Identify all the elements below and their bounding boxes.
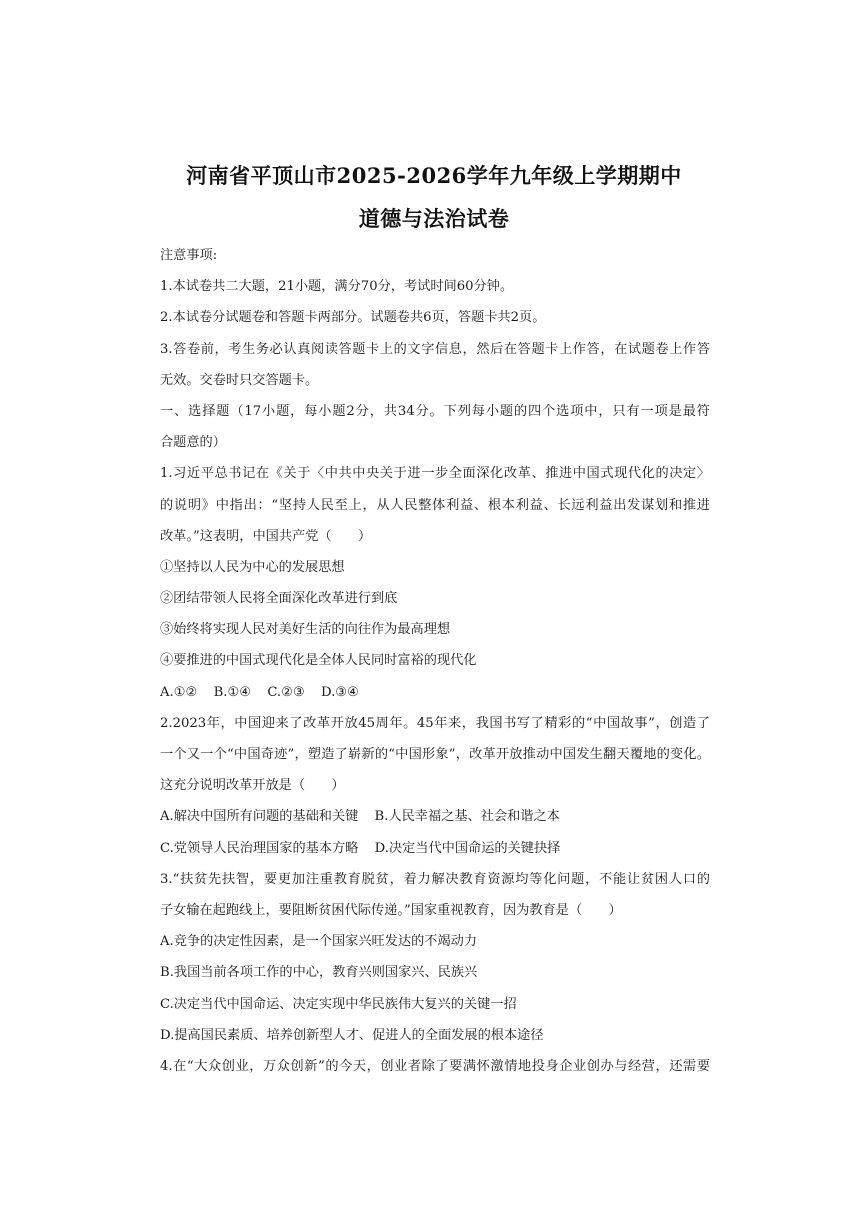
question-2-stem: 这充分说明改革开放是（ ） [160, 778, 345, 794]
section-heading: 一、选择题（17小题，每小题2分，共34分。下列每小题的四个选项中，只有一项是最符 [160, 403, 710, 419]
question-2-options-row [160, 833, 710, 864]
notice-item: 2.本试卷分试题卷和答题卡两部分。试题卷共6页，答题卡共2页。 [160, 310, 546, 326]
option-a[interactable]: A.解决中国所有问题的基础和关键 [160, 809, 359, 825]
exam-title: 河南省平顶山市2025-2026学年九年级上学期期中 [186, 163, 682, 188]
question-2-options-row [160, 801, 710, 832]
section-heading-continuation: 合题意的） [160, 435, 226, 451]
option-c[interactable]: C.决定当代中国命运、决定实现中华民族伟大复兴的关键一招 [160, 996, 517, 1012]
option-a[interactable]: A.竞争的决定性因素，是一个国家兴旺发达的不竭动力 [160, 934, 478, 950]
option-c[interactable]: C.②③ [267, 684, 305, 700]
question-3-stem: 3.“扶贫先扶智，要更加注重教育脱贫，着力解决教育资源均等化问题，不能让贫困人口的 [160, 871, 710, 887]
option-c[interactable]: C.党领导人民治理国家的基本方略 [160, 840, 359, 856]
question-2-stem: 一个又一个“中国奇迹”，塑造了崭新的“中国形象”，改革开放推动中国发生翻天覆地的变化。 [160, 747, 710, 762]
question-1-statement: ④要推进的中国式现代化是全体人民同时富裕的现代化 [160, 653, 477, 669]
question-1-statement: ②团结带领人民将全面深化改革进行到底 [160, 591, 398, 607]
option-d[interactable]: D.③④ [320, 684, 359, 700]
exam-body [160, 240, 710, 1082]
option-d[interactable]: D.提高国民素质、培养创新型人才、促进人的全面发展的根本途径 [160, 1027, 544, 1043]
question-3-stem: 子女输在起跑线上，要阻断贫困代际传递。”国家重视教育，因为教育是（ ） [160, 902, 622, 918]
question-1-stem: 的说明》中指出：“坚持人民至上，从人民整体利益、根本利益、长远利益出发谋划和推进 [160, 497, 710, 513]
option-b[interactable]: B.人民幸福之基、社会和谐之本 [374, 809, 560, 825]
question-1-stem: 改革。”这表明，中国共产党（ ） [160, 528, 372, 544]
exam-subject-title: 道德与法治试卷 [358, 206, 510, 231]
option-d[interactable]: D.决定当代中国命运的关键抉择 [374, 840, 561, 856]
notice-item-continuation: 无效。交卷时只交答题卡。 [160, 372, 319, 388]
question-1-stem: 1.习近平总书记在《关于〈中共中央关于进一步全面深化改革、推进中国式现代化的决定〉 [160, 466, 710, 482]
option-b[interactable]: B.我国当前各项工作的中心，教育兴则国家兴、民族兴 [160, 965, 478, 981]
question-1-statement: ①坚持以人民为中心的发展思想 [160, 559, 345, 575]
question-2-stem: 2.2023年，中国迎来了改革开放45周年。45年来，我国书写了精彩的“中国故事”，创造了 [160, 715, 710, 731]
option-b[interactable]: B.①④ [213, 684, 252, 700]
notice-item: 1.本试卷共二大题，21小题，满分70分，考试时间60分钟。 [160, 279, 514, 295]
option-a[interactable]: A.①② [160, 684, 198, 700]
question-1-statement: ③始终将实现人民对美好生活的向往作为最高理想 [160, 622, 451, 638]
question-4-stem: 4.在“大众创业，万众创新”的今天，创业者除了要满怀激情地投身企业创办与经营，还需要 [160, 1058, 710, 1074]
notice-heading: 注意事项: [160, 248, 218, 263]
question-1-options [160, 677, 710, 708]
notice-item: 3.答卷前，考生务必认真阅读答题卡上的文字信息，然后在答题卡上作答，在试题卷上作答 [160, 341, 710, 357]
